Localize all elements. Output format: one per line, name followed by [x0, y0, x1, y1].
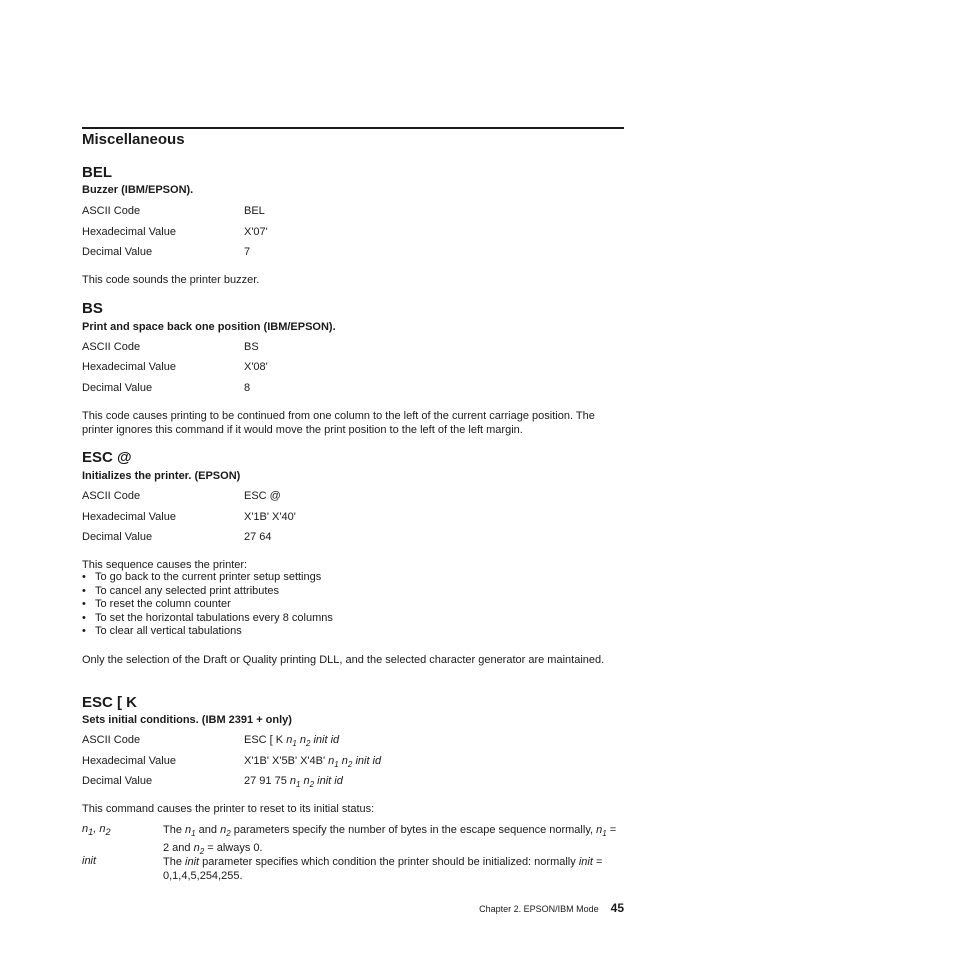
esc-k-hex-value: X'1B' X'5B' X'4B' $n_1$ $n_2$ init id	[244, 755, 382, 770]
list-item: • To cancel any selected print attributes	[82, 585, 333, 599]
bs-hex-label: Hexadecimal Value	[82, 361, 176, 373]
bel-ascii-label: ASCII Code	[82, 205, 141, 217]
esc-k-hex-label: Hexadecimal Value	[82, 755, 176, 767]
esc-k-ascii-label: ASCII Code	[82, 734, 141, 746]
bel-hex-value: X'07'	[244, 226, 268, 238]
bs-ascii-value: BS	[244, 341, 259, 353]
list-item: • To go back to the current printer setup settings	[82, 571, 333, 585]
bs-hex-value: X'08'	[244, 361, 268, 373]
esc-at-hex-value: X'1B' X'40'	[244, 511, 296, 523]
page-number: 45	[610, 901, 624, 915]
esc-at-subtitle: Initializes the printer. (EPSON)	[82, 470, 241, 482]
bel-hex-label: Hexadecimal Value	[82, 226, 176, 238]
footer-chapter: Chapter 2. EPSON/IBM Mode	[479, 904, 599, 914]
esc-k-title: ESC [ K	[82, 694, 138, 711]
esc-at-dec-value: 27 64	[244, 531, 272, 543]
bel-dec-value: 7	[244, 246, 251, 258]
esc-at-bullet-list	[82, 571, 333, 639]
esc-at-note: Only the selection of the Draft or Quality printing DLL, and the selected character generator are maintained.	[82, 654, 605, 666]
esc-at-hex-label: Hexadecimal Value	[82, 511, 176, 523]
section-title: Miscellaneous	[82, 131, 185, 148]
list-item: • To reset the column counter	[82, 598, 333, 612]
section-rule	[82, 127, 624, 129]
bel-dec-label: Decimal Value	[82, 246, 153, 258]
esc-k-dec-label: Decimal Value	[82, 775, 153, 787]
esc-k-subtitle: Sets initial conditions. (IBM 2391 + only)	[82, 714, 292, 726]
bs-description: This code causes printing to be continued from one column to the left of the current carriage position. The printer ignores this command if it would move the print position to the left of the left margin.	[82, 410, 595, 436]
esc-k-dec-value: 27 91 75 $n_1$ $n_2$ init id	[244, 775, 343, 790]
esc-at-intro: This sequence causes the printer:	[82, 559, 248, 571]
def-desc-n1-n2: The $n_1$ and $n_2$ parameters specify the number of bytes in the escape sequence normally, $n_1 = 2$ and $n_2$ = always 0.	[163, 824, 617, 857]
esc-k-ascii-value: ESC [ K $n_1$ $n_2$ init id	[244, 734, 340, 749]
bel-title: BEL	[82, 164, 112, 181]
list-item: • To clear all vertical tabulations	[82, 625, 333, 639]
page-footer	[0, 901, 624, 915]
bs-dec-value: 8	[244, 382, 251, 394]
bs-ascii-label: ASCII Code	[82, 341, 141, 353]
esc-k-description: This command causes the printer to reset to its initial status:	[82, 803, 375, 815]
def-desc-init: The init parameter specifies which condition the printer should be initialized: normally init = 0,1,4,5,254,255.	[163, 856, 603, 882]
bs-title: BS	[82, 300, 103, 317]
bel-description: This code sounds the printer buzzer.	[82, 274, 260, 286]
def-term-init: init	[82, 855, 97, 867]
bel-subtitle: Buzzer (IBM/EPSON).	[82, 184, 194, 196]
esc-at-title: ESC @	[82, 449, 132, 466]
bs-subtitle: Print and space back one position (IBM/EPSON).	[82, 321, 336, 333]
list-item: • To set the horizontal tabulations every 8 columns	[82, 612, 333, 626]
bel-ascii-value: BEL	[244, 205, 265, 217]
esc-at-ascii-label: ASCII Code	[82, 490, 141, 502]
esc-at-ascii-value: ESC @	[244, 490, 281, 502]
def-term-n1-n2: $n_1$, $n_2$	[82, 823, 111, 838]
esc-at-dec-label: Decimal Value	[82, 531, 153, 543]
bs-dec-label: Decimal Value	[82, 382, 153, 394]
